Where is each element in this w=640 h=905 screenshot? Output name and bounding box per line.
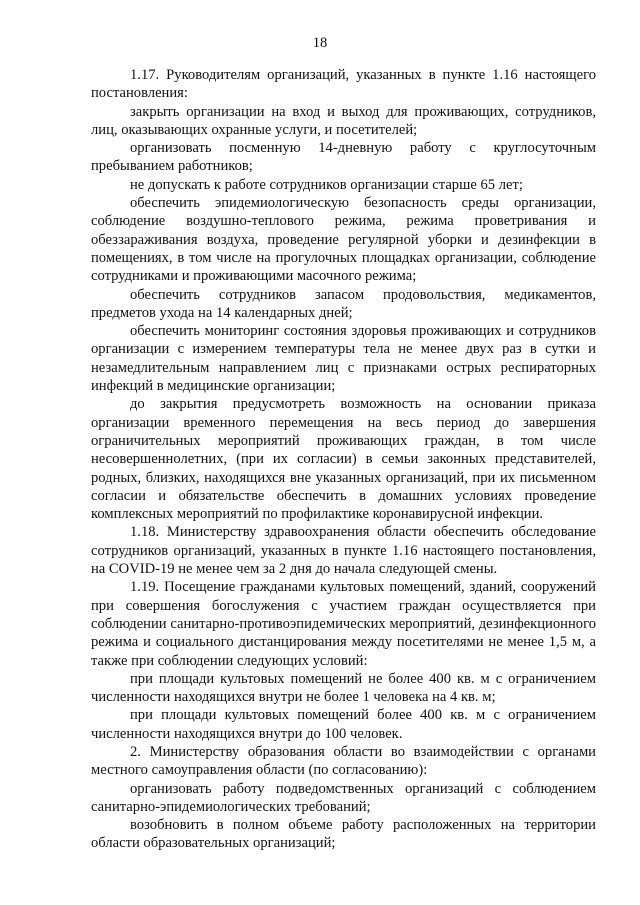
paragraph-supplies: обеспечить сотрудников запасом продовольствия, медикаментов, предметов ухода на 14 календарных дней;: [91, 286, 596, 321]
page-number: 18: [312, 35, 328, 51]
paragraph-1-18: 1.18. Министерству здравоохранения области обеспечить обследование сотрудников организаций, указанных в пункте 1.16 настоящего постановления, на COVID-19 не менее чем за 2 дня до начала следующей смены.: [91, 524, 596, 578]
paragraph-close-entry: закрыть организации на вход и выход для проживающих, сотрудников, лиц, оказывающих охранные услуги, и посетителей;: [91, 103, 596, 138]
paragraph-resume-education: возобновить в полном объеме работу расположенных на территории области образовательных организаций;: [91, 817, 596, 852]
paragraph-2: 2. Министерству образования области во взаимодействии с органами местного самоуправления области (по согласованию):: [91, 743, 596, 779]
paragraph-1-19: 1.19. Посещение гражданами культовых помещений, зданий, сооружений при совершения богослужения с участием граждан осуществляется при соблюдении санитарно-противоэпидемических мероприятий, дезинфекционного режима и социального дистанцирования между посетителями не менее 1,5 м, а также при соблюдении следующих условий:: [91, 579, 596, 669]
paragraph-large-premises: при площади культовых помещений более 400 кв. м с ограничением численности находящихся внутри до 100 человек.: [91, 707, 596, 742]
paragraph-relocation: до закрытия предусмотреть возможность на основании приказа организации временного перемещения на весь период до завершения ограничительных мероприятий проживающих граждан, в том числе несовершеннолетних, (при их согласии) в семьи законных представителей, родных, близких, находящихся вне указанных организаций, при их письменном согласии и обязательстве обеспечить в домашних условиях проведение комплексных мероприятий по профилактике коронавирусной инфекции.: [91, 396, 596, 523]
paragraph-age-restriction: не допускать к работе сотрудников организации старше 65 лет;: [130, 176, 523, 193]
paragraph-health-monitoring: обеспечить мониторинг состояния здоровья проживающих и сотрудников организации с измерением температуры тела не менее двух раз в сутки и незамедлительным направлением лиц с признаками острых респираторных инфекций в медицинские организации;: [91, 323, 596, 395]
paragraph-shift-work: организовать посменную 14-дневную работу с круглосуточным пребыванием работников;: [91, 140, 596, 175]
paragraph-small-premises: при площади культовых помещений не более 400 кв. м с ограничением численности находящихся внутри не более 1 человека на 4 кв. м;: [91, 670, 596, 706]
paragraph-epidemic-safety: обеспечить эпидемиологическую безопасность среды организации, соблюдение воздушно-теплового режима, режима проветривания и обеззараживания воздуха, проведение регулярной уборки и дезинфекции в помещениях, в том числе на прогулочных площадках организации, соблюдение сотрудниками и проживающими масочного режима;: [91, 195, 596, 285]
document-body: [91, 66, 596, 853]
paragraph-1-17: 1.17. Руководителям организаций, указанных в пункте 1.16 настоящего постановления:: [91, 67, 596, 102]
paragraph-organize-work: организовать работу подведомственных организаций с соблюдением санитарно-эпидемиологических требований;: [91, 780, 596, 815]
